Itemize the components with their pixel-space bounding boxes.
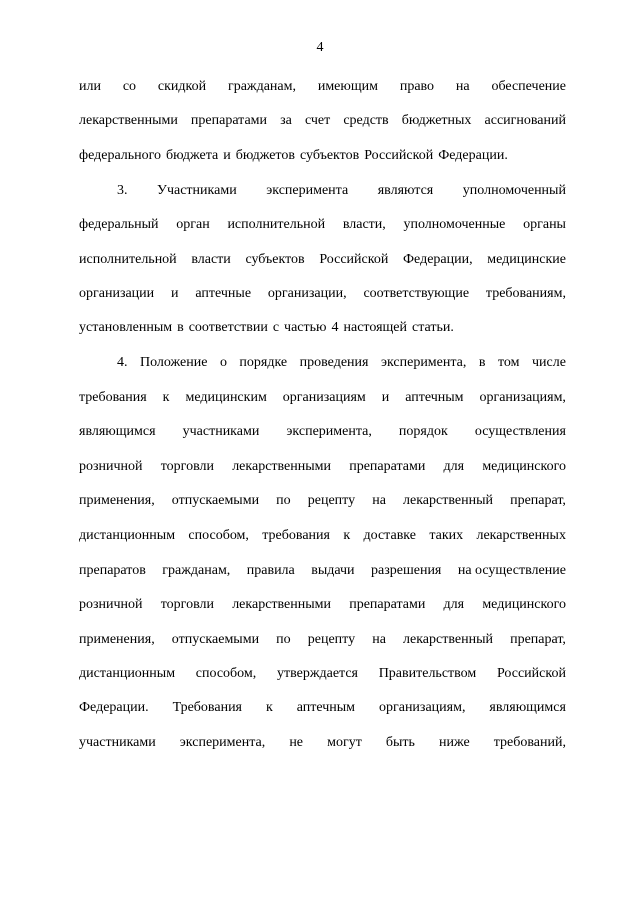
- word: требования: [262, 528, 330, 543]
- text-line: [79, 526, 566, 546]
- word: ассигнований: [484, 113, 566, 128]
- word: для: [443, 597, 465, 612]
- word: организациям,: [479, 390, 566, 405]
- word: участниками: [79, 735, 156, 750]
- word: гражданам,: [162, 563, 231, 578]
- text-line: [79, 664, 566, 684]
- word: на осуществление: [457, 563, 566, 578]
- word: препаратами: [349, 459, 426, 474]
- word: требованиям,: [485, 286, 566, 301]
- word: могут: [327, 735, 362, 750]
- word: к: [265, 700, 273, 715]
- word: аптечным: [296, 700, 356, 715]
- word: бюджетов: [235, 148, 295, 163]
- word: федеральный: [79, 217, 159, 232]
- word: власти,: [342, 217, 386, 232]
- word: проведения: [299, 355, 369, 370]
- word: выдачи: [311, 563, 355, 578]
- word: отпускаемыми: [171, 493, 260, 508]
- word: эксперимента,: [380, 355, 467, 370]
- word: имеющим: [317, 79, 378, 94]
- word: организациям: [282, 390, 366, 405]
- word: со: [122, 79, 137, 94]
- word: организациям,: [378, 700, 466, 715]
- word: к: [162, 390, 170, 405]
- word: на: [372, 493, 386, 508]
- word: в: [177, 320, 184, 335]
- word: являющимся: [489, 700, 566, 715]
- word: Федерации,: [402, 252, 473, 267]
- word: том: [497, 355, 520, 370]
- word: не: [289, 735, 304, 750]
- word: требования: [79, 390, 147, 405]
- word: рецепту: [307, 632, 356, 647]
- word: о: [219, 355, 227, 370]
- word: Федерации.: [438, 148, 508, 163]
- word: правила: [246, 563, 295, 578]
- word: эксперимента: [266, 183, 349, 198]
- word: числе: [532, 355, 566, 370]
- word: средств: [343, 113, 389, 128]
- word: требований,: [493, 735, 566, 750]
- word: аптечные: [195, 286, 252, 301]
- word: для: [443, 459, 465, 474]
- word: право: [399, 79, 435, 94]
- word: эксперимента,: [286, 424, 372, 439]
- word: бюджета: [166, 148, 219, 163]
- text-line: [79, 733, 566, 753]
- word: 4: [331, 320, 339, 335]
- word: аптечным: [405, 390, 464, 405]
- word: отпускаемыми: [171, 632, 260, 647]
- text-line: [79, 457, 566, 477]
- word: соответствии: [188, 320, 268, 335]
- word: являющимся: [79, 424, 156, 439]
- word: эксперимента,: [179, 735, 266, 750]
- text-line: [117, 353, 566, 373]
- word: гражданам,: [227, 79, 296, 94]
- text-line: [79, 630, 566, 650]
- word: лекарственных: [476, 528, 566, 543]
- text-line: [117, 181, 566, 201]
- word: ниже: [439, 735, 470, 750]
- word: на: [372, 632, 386, 647]
- word: рецепту: [307, 493, 356, 508]
- word: таких: [429, 528, 464, 543]
- word: препарат,: [510, 493, 566, 508]
- word: Положение: [139, 355, 208, 370]
- word: установленным: [79, 320, 173, 335]
- text-line: [79, 77, 566, 97]
- word: дистанционным: [79, 666, 176, 681]
- word: 4.: [117, 355, 128, 370]
- word: по: [276, 493, 291, 508]
- word: в: [478, 355, 486, 370]
- word: субъектов: [299, 148, 360, 163]
- text-line: [79, 111, 566, 131]
- word: статьи.: [412, 320, 454, 335]
- word: осуществления: [474, 424, 566, 439]
- word: к: [343, 528, 351, 543]
- text-line: [79, 318, 566, 338]
- word: организации: [79, 286, 155, 301]
- page-number: 4: [316, 40, 324, 55]
- word: Требования: [172, 700, 242, 715]
- word: медицинским: [185, 390, 267, 405]
- word: и: [223, 148, 231, 163]
- word: исполнительной: [227, 217, 326, 232]
- word: препаратами: [349, 597, 426, 612]
- word: способом,: [195, 666, 257, 681]
- text-line: [79, 491, 566, 511]
- word: лекарственный: [403, 632, 493, 647]
- word: способом,: [188, 528, 249, 543]
- text-line: [79, 595, 566, 615]
- word: препаратами: [190, 113, 268, 128]
- word: счет: [304, 113, 331, 128]
- word: медицинские: [487, 252, 566, 267]
- word: уполномоченный: [462, 183, 566, 198]
- word: применения,: [79, 493, 155, 508]
- word: дистанционным: [79, 528, 176, 543]
- word: медицинского: [482, 597, 566, 612]
- word: порядок: [398, 424, 448, 439]
- text-line: [79, 561, 566, 581]
- word: уполномоченные: [403, 217, 506, 232]
- word: Федерации.: [79, 700, 149, 715]
- word: и: [171, 286, 179, 301]
- text-line: [79, 146, 566, 166]
- text-line: [79, 422, 566, 442]
- word: частью: [284, 320, 327, 335]
- word: и: [381, 390, 390, 405]
- word: организации,: [267, 286, 347, 301]
- text-line: [79, 215, 566, 235]
- word: орган: [176, 217, 210, 232]
- word: субъектов: [245, 252, 305, 267]
- word: розничной: [79, 597, 143, 612]
- word: разрешения: [371, 563, 442, 578]
- word: торговли: [160, 459, 214, 474]
- word: исполнительной: [79, 252, 177, 267]
- word: 3.: [117, 183, 128, 198]
- text-line: [79, 388, 566, 408]
- word: или: [79, 79, 101, 94]
- word: на: [455, 79, 470, 94]
- word: препаратов: [79, 563, 146, 578]
- word: медицинского: [482, 459, 566, 474]
- word: лекарственными: [79, 113, 178, 128]
- word: обеспечение: [491, 79, 566, 94]
- word: скидкой: [157, 79, 207, 94]
- word: Правительством: [378, 666, 477, 681]
- word: утверждается: [276, 666, 358, 681]
- word: Российской: [364, 148, 434, 163]
- word: препарат,: [510, 632, 566, 647]
- word: Российской: [319, 252, 389, 267]
- word: лекарственный: [403, 493, 493, 508]
- word: лекарственными: [232, 597, 332, 612]
- word: органы: [523, 217, 566, 232]
- text-line: [79, 284, 566, 304]
- text-line: [79, 250, 566, 270]
- word: быть: [385, 735, 415, 750]
- word: Участниками: [157, 183, 237, 198]
- word: настоящей: [343, 320, 407, 335]
- word: соответствующие: [363, 286, 470, 301]
- word: торговли: [160, 597, 214, 612]
- word: участниками: [182, 424, 260, 439]
- word: власти: [191, 252, 231, 267]
- word: доставке: [363, 528, 416, 543]
- word: с: [272, 320, 280, 335]
- word: бюджетных: [401, 113, 472, 128]
- word: розничной: [79, 459, 143, 474]
- word: федерального: [79, 148, 162, 163]
- word: порядке: [239, 355, 288, 370]
- word: применения,: [79, 632, 155, 647]
- word: лекарственными: [232, 459, 332, 474]
- text-line: [79, 698, 566, 718]
- word: по: [276, 632, 291, 647]
- word: за: [280, 113, 292, 128]
- word: являются: [377, 183, 434, 198]
- word: Российской: [496, 666, 566, 681]
